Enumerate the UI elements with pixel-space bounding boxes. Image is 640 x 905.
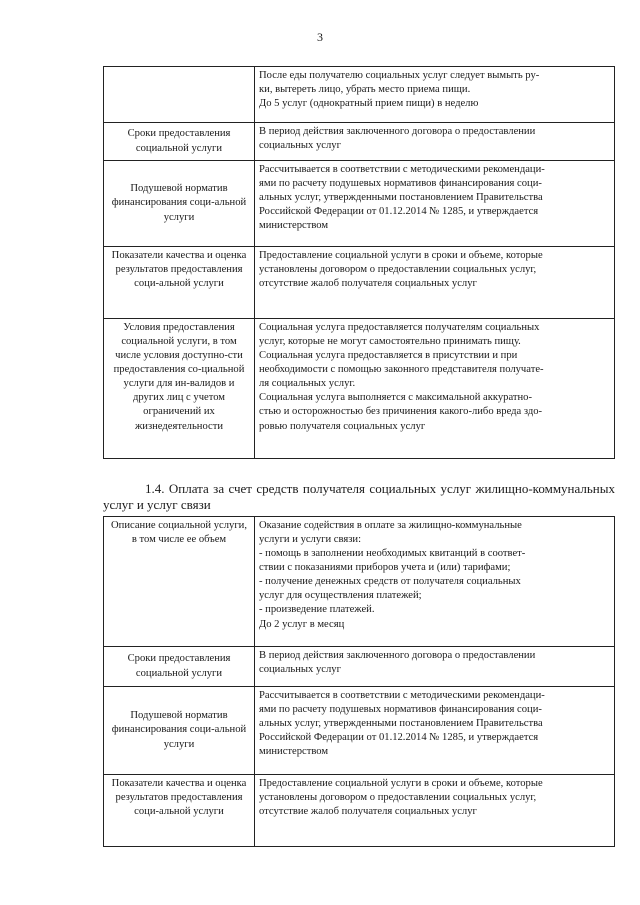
content-line: министерством [259,746,329,758]
row-label: Подушевой норматив финансирования соци-альной услуги [104,687,255,775]
table-row [104,123,615,161]
table-row [104,67,615,123]
content-line: ями по расчету подушевых нормативов финансирования соци- [259,178,542,190]
content-line: Социальная услуга предоставляется получателям социальных [259,322,540,333]
content-line: социальных услуг [259,140,341,152]
row-content [255,67,615,123]
row-content [255,247,615,319]
services-table-1 [103,66,615,459]
row-content [255,517,615,647]
content-line: Социальная услуга выполняется с максимальной аккуратно- [259,392,533,404]
row-label: Сроки предоставления социальной услуги [104,647,255,687]
content-line: После еды получателю социальных услуг следует вымыть ру- [259,70,540,81]
section-heading: 1.4. Оплата за счет средств получателя социальных услуг жилищно-коммунальных услуг и услуг связи [103,481,615,513]
content-line: ями по расчету подушевых нормативов финансирования соци- [259,704,542,716]
table-row [104,161,615,247]
row-content [255,687,615,775]
content-line: Российской Федерации от 01.12.2014 № 1285, и утверждается [259,206,539,218]
row-content [255,647,615,687]
table-row [104,517,615,647]
content-line: ровью получателя социальных услуг [259,420,426,432]
row-label: Сроки предоставления социальной услуги [104,123,255,161]
row-label [104,67,255,123]
content-line: социальных услуг [259,664,341,676]
row-label: Показатели качества и оценка результатов предоставления соци-альной услуги [104,775,255,847]
content-line: Рассчитывается в соответствии с методическими рекомендаци- [259,690,545,701]
row-label: Описание социальной услуги, в том числе ее объем [104,517,255,647]
row-content [255,161,615,247]
content-line: - помощь в заполнении необходимых квитанций в соответ- [259,548,526,560]
content-line: альных услуг, утвержденными постановлением Правительства [259,718,543,730]
row-label: Условия предоставления социальной услуги, в том числе условия доступно-сти предоставления со-циальной услуги для ин-валидов и других лиц с учетом ограничений их жизнедеятельности [104,319,255,459]
content-line: Рассчитывается в соответствии с методическими рекомендаци- [259,164,545,175]
table-row [104,687,615,775]
row-label: Подушевой норматив финансирования соци-альной услуги [104,161,255,247]
content-line: отсутствие жалоб получателя социальных услуг [259,806,477,818]
services-table-2 [103,516,615,847]
content-line: Предоставление социальной услуги в сроки и объеме, которые [259,778,543,789]
content-line: До 5 услуг (однократный прием пищи) в неделю [259,98,479,110]
content-line: ля социальных услуг. [259,378,356,390]
row-content [255,775,615,847]
content-line: альных услуг, утвержденными постановлением Правительства [259,192,543,204]
content-line: - получение денежных средств от получателя социальных [259,576,521,588]
content-line: ствии с показаниями приборов учета и (или) тарифами; [259,562,511,574]
content-line: установлены договором о предоставлении социальных услуг, [259,264,537,276]
content-line: министерством [259,220,329,232]
content-line: услуг, которые не могут самостоятельно принимать пищу. [259,336,521,348]
content-line: установлены договором о предоставлении социальных услуг, [259,792,537,804]
content-line: Оказание содействия в оплате за жилищно-коммунальные [259,520,522,531]
table-row [104,319,615,459]
content-line: услуги и услуги связи: [259,534,362,546]
content-line: Российской Федерации от 01.12.2014 № 1285, и утверждается [259,732,539,744]
content-line: ки, вытереть лицо, убрать место приема пищи. [259,84,471,96]
row-content [255,319,615,459]
content-line: услуг для осуществления платежей; [259,590,422,602]
content-line: необходимости с помощью законного представителя получате- [259,364,544,376]
row-label: Показатели качества и оценка результатов предоставления соци-альной услуги [104,247,255,319]
content-line: Социальная услуга предоставляется в присутствии и при [259,350,518,362]
content-line: стью и осторожностью без причинения какого-либо вреда здо- [259,406,543,418]
row-content [255,123,615,161]
content-line: В период действия заключенного договора о предоставлении [259,126,536,137]
table-row [104,647,615,687]
content-line: В период действия заключенного договора о предоставлении [259,650,536,661]
content-line: До 2 услуг в месяц [259,618,345,630]
table-row [104,247,615,319]
content-line: отсутствие жалоб получателя социальных услуг [259,278,477,290]
content-line: - произведение платежей. [259,604,375,616]
table-row [104,775,615,847]
page-number: 3 [317,30,323,44]
content-line: Предоставление социальной услуги в сроки и объеме, которые [259,250,543,261]
